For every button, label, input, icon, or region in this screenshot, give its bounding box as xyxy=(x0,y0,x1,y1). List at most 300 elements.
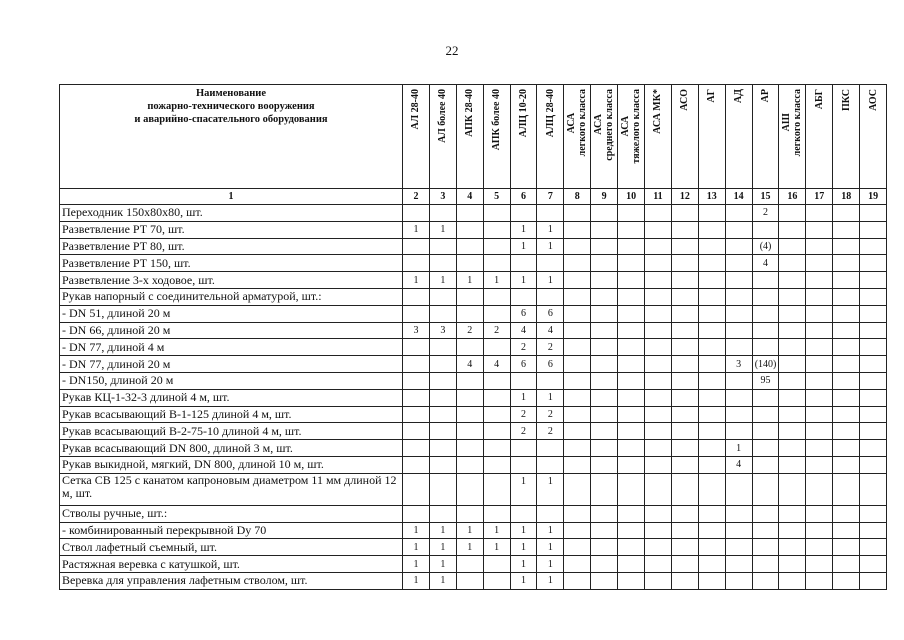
item-quantity xyxy=(456,372,483,389)
item-quantity xyxy=(429,406,456,423)
item-quantity xyxy=(456,305,483,322)
item-quantity xyxy=(564,539,591,556)
item-quantity: 1 xyxy=(429,522,456,539)
item-quantity xyxy=(698,372,725,389)
item-quantity xyxy=(833,473,860,505)
table-row xyxy=(60,339,887,356)
item-quantity xyxy=(591,556,618,573)
item-quantity xyxy=(537,288,564,305)
column-header-label xyxy=(593,89,615,161)
item-quantity xyxy=(618,556,645,573)
name-header-line: пожарно-технического вооружения xyxy=(147,101,315,112)
item-quantity xyxy=(806,205,833,222)
column-header-label-line: АД xyxy=(733,89,745,104)
item-quantity xyxy=(591,473,618,505)
item-quantity xyxy=(698,238,725,255)
item-quantity xyxy=(698,522,725,539)
item-quantity xyxy=(725,322,752,339)
item-quantity: 6 xyxy=(510,305,537,322)
item-quantity xyxy=(537,440,564,457)
item-quantity xyxy=(537,456,564,473)
item-quantity xyxy=(833,572,860,589)
item-quantity xyxy=(591,423,618,440)
item-quantity xyxy=(752,572,779,589)
item-quantity xyxy=(752,522,779,539)
column-number: 16 xyxy=(779,189,806,205)
item-quantity xyxy=(429,389,456,406)
item-quantity xyxy=(403,339,430,356)
item-quantity xyxy=(671,255,698,272)
item-quantity xyxy=(806,255,833,272)
item-quantity xyxy=(698,456,725,473)
table-row xyxy=(60,539,887,556)
item-quantity xyxy=(483,423,510,440)
column-header-label-line: легкого класса xyxy=(792,89,804,157)
item-quantity xyxy=(725,522,752,539)
item-quantity: 2 xyxy=(483,322,510,339)
column-header-label-line: АСА МК* xyxy=(652,89,664,134)
item-quantity: 1 xyxy=(429,572,456,589)
table-body xyxy=(60,205,887,590)
column-header-label-line: АР xyxy=(760,89,772,103)
item-quantity xyxy=(510,505,537,522)
item-quantity xyxy=(510,440,537,457)
item-quantity xyxy=(591,322,618,339)
item-quantity xyxy=(564,238,591,255)
item-quantity xyxy=(591,539,618,556)
item-quantity xyxy=(833,272,860,289)
item-quantity xyxy=(591,456,618,473)
item-quantity xyxy=(429,205,456,222)
item-quantity: 1 xyxy=(403,556,430,573)
item-quantity: 1 xyxy=(725,440,752,457)
item-quantity xyxy=(456,473,483,505)
item-quantity: 1 xyxy=(537,473,564,505)
item-quantity xyxy=(591,339,618,356)
item-quantity xyxy=(698,272,725,289)
column-header-label xyxy=(679,89,690,111)
column-header xyxy=(806,85,833,189)
item-quantity xyxy=(833,539,860,556)
item-quantity xyxy=(833,221,860,238)
item-quantity: 4 xyxy=(752,255,779,272)
item-quantity xyxy=(483,372,510,389)
item-quantity xyxy=(429,288,456,305)
item-quantity xyxy=(645,205,672,222)
item-quantity xyxy=(618,255,645,272)
item-quantity xyxy=(429,356,456,373)
item-quantity xyxy=(671,572,698,589)
item-quantity xyxy=(779,440,806,457)
item-quantity xyxy=(725,505,752,522)
item-quantity xyxy=(698,505,725,522)
item-quantity xyxy=(860,423,887,440)
item-quantity xyxy=(618,372,645,389)
table-row xyxy=(60,505,887,522)
item-quantity: 2 xyxy=(510,339,537,356)
item-quantity xyxy=(591,221,618,238)
item-quantity xyxy=(403,473,430,505)
column-header-label xyxy=(437,89,448,143)
item-quantity xyxy=(429,339,456,356)
item-quantity xyxy=(537,255,564,272)
column-header xyxy=(833,85,860,189)
table-row xyxy=(60,372,887,389)
item-quantity: 95 xyxy=(752,372,779,389)
column-header-label xyxy=(760,89,771,102)
item-quantity xyxy=(618,572,645,589)
item-quantity xyxy=(698,406,725,423)
item-quantity xyxy=(403,505,430,522)
column-header-label xyxy=(814,89,825,109)
column-header xyxy=(618,85,645,189)
item-quantity xyxy=(645,389,672,406)
column-header-label xyxy=(868,89,879,111)
item-quantity: 1 xyxy=(403,221,430,238)
item-quantity: 1 xyxy=(537,539,564,556)
item-quantity xyxy=(779,389,806,406)
column-header-label-line: тяжелого класса xyxy=(631,89,643,164)
column-number: 11 xyxy=(645,189,672,205)
item-quantity xyxy=(833,389,860,406)
column-header xyxy=(483,85,510,189)
item-name: Рукав всасывающий В-2-75-10 длиной 4 м, шт. xyxy=(60,423,403,440)
item-quantity xyxy=(591,389,618,406)
item-quantity xyxy=(456,456,483,473)
item-quantity xyxy=(645,238,672,255)
item-quantity xyxy=(752,440,779,457)
item-quantity xyxy=(618,389,645,406)
item-name: Рукав КЦ-1-32-3 длиной 4 м, шт. xyxy=(60,389,403,406)
item-quantity xyxy=(806,272,833,289)
column-header-label-line: АЛ более 40 xyxy=(437,89,449,143)
item-quantity xyxy=(483,440,510,457)
item-quantity xyxy=(833,356,860,373)
item-quantity xyxy=(752,389,779,406)
item-quantity xyxy=(456,389,483,406)
item-quantity xyxy=(860,539,887,556)
item-quantity xyxy=(483,221,510,238)
item-quantity xyxy=(860,221,887,238)
item-quantity xyxy=(429,423,456,440)
item-quantity: 6 xyxy=(537,356,564,373)
item-quantity xyxy=(833,423,860,440)
item-quantity: 1 xyxy=(456,539,483,556)
item-quantity xyxy=(698,305,725,322)
item-quantity xyxy=(645,288,672,305)
column-header xyxy=(429,85,456,189)
item-quantity: 2 xyxy=(510,423,537,440)
table-row xyxy=(60,356,887,373)
item-quantity xyxy=(698,539,725,556)
item-quantity xyxy=(860,522,887,539)
item-name: - DN 77, длиной 4 м xyxy=(60,339,403,356)
item-quantity: 3 xyxy=(403,322,430,339)
table-row xyxy=(60,305,887,322)
item-quantity xyxy=(618,539,645,556)
item-quantity xyxy=(403,305,430,322)
item-quantity xyxy=(645,505,672,522)
column-header-label-line: ПКС xyxy=(840,89,852,112)
item-quantity xyxy=(645,339,672,356)
column-header-label xyxy=(620,89,642,164)
item-quantity xyxy=(429,238,456,255)
item-quantity xyxy=(645,372,672,389)
item-quantity xyxy=(618,473,645,505)
item-quantity xyxy=(403,423,430,440)
item-quantity xyxy=(779,406,806,423)
item-quantity xyxy=(456,505,483,522)
item-quantity: 1 xyxy=(403,272,430,289)
table-row xyxy=(60,255,887,272)
item-quantity xyxy=(456,205,483,222)
item-quantity: 1 xyxy=(537,221,564,238)
item-quantity: 2 xyxy=(510,406,537,423)
item-quantity xyxy=(860,556,887,573)
item-quantity: 1 xyxy=(510,389,537,406)
item-quantity xyxy=(860,389,887,406)
item-quantity xyxy=(779,339,806,356)
column-number: 14 xyxy=(725,189,752,205)
item-quantity xyxy=(725,406,752,423)
item-quantity: 1 xyxy=(429,272,456,289)
item-quantity xyxy=(698,389,725,406)
item-quantity xyxy=(483,406,510,423)
table-row xyxy=(60,389,887,406)
item-quantity xyxy=(456,406,483,423)
item-quantity xyxy=(483,305,510,322)
column-header-label-line: АЛЦ 10-20 xyxy=(518,89,529,138)
column-header xyxy=(510,85,537,189)
column-header xyxy=(725,85,752,189)
column-header xyxy=(860,85,887,189)
column-number: 1 xyxy=(60,189,403,205)
item-quantity xyxy=(564,221,591,238)
item-quantity xyxy=(860,288,887,305)
item-quantity xyxy=(860,205,887,222)
item-quantity xyxy=(752,473,779,505)
item-quantity xyxy=(645,473,672,505)
item-quantity xyxy=(752,221,779,238)
column-header-label xyxy=(566,89,588,156)
item-name: Рукав выкидной, мягкий, DN 800, длиной 10 м, шт. xyxy=(60,456,403,473)
item-quantity xyxy=(698,440,725,457)
item-quantity xyxy=(618,339,645,356)
item-quantity xyxy=(698,572,725,589)
item-name: Разветвление РТ 150, шт. xyxy=(60,255,403,272)
item-quantity xyxy=(671,238,698,255)
item-quantity: 1 xyxy=(483,539,510,556)
item-quantity xyxy=(779,238,806,255)
item-quantity xyxy=(564,389,591,406)
item-quantity xyxy=(860,572,887,589)
column-header xyxy=(564,85,591,189)
item-quantity xyxy=(833,456,860,473)
item-name: Рукав напорный с соединительной арматурой, шт.: xyxy=(60,288,403,305)
column-header xyxy=(591,85,618,189)
item-name: - DN 51, длиной 20 м xyxy=(60,305,403,322)
table-row xyxy=(60,406,887,423)
column-number: 9 xyxy=(591,189,618,205)
item-quantity xyxy=(510,255,537,272)
item-quantity xyxy=(671,322,698,339)
item-quantity: 6 xyxy=(510,356,537,373)
item-quantity xyxy=(779,556,806,573)
column-header-label xyxy=(518,89,529,137)
table-row xyxy=(60,456,887,473)
item-quantity xyxy=(779,505,806,522)
item-quantity: 4 xyxy=(725,456,752,473)
item-quantity: 1 xyxy=(510,238,537,255)
column-header-label-line: АШ xyxy=(781,113,793,132)
item-quantity xyxy=(645,539,672,556)
item-quantity: 1 xyxy=(403,539,430,556)
item-quantity xyxy=(403,205,430,222)
item-quantity xyxy=(403,238,430,255)
item-quantity xyxy=(806,505,833,522)
item-quantity xyxy=(591,406,618,423)
item-quantity xyxy=(483,505,510,522)
item-quantity xyxy=(752,406,779,423)
item-name: Ствол лафетный съемный, шт. xyxy=(60,539,403,556)
item-quantity xyxy=(806,539,833,556)
item-quantity xyxy=(725,473,752,505)
column-header xyxy=(537,85,564,189)
item-quantity xyxy=(429,456,456,473)
item-quantity xyxy=(860,238,887,255)
item-quantity xyxy=(779,372,806,389)
item-quantity xyxy=(645,423,672,440)
item-quantity xyxy=(564,406,591,423)
item-quantity: 3 xyxy=(429,322,456,339)
item-quantity xyxy=(860,305,887,322)
item-quantity: 1 xyxy=(510,473,537,505)
item-quantity: 1 xyxy=(537,272,564,289)
item-quantity xyxy=(645,272,672,289)
column-number: 10 xyxy=(618,189,645,205)
item-name: Разветвление РТ 70, шт. xyxy=(60,221,403,238)
item-quantity: 1 xyxy=(456,522,483,539)
column-header-label-line: АБГ xyxy=(813,89,825,110)
item-quantity xyxy=(725,288,752,305)
item-quantity xyxy=(510,372,537,389)
item-quantity xyxy=(698,423,725,440)
item-quantity: (4) xyxy=(752,238,779,255)
item-quantity xyxy=(779,473,806,505)
column-header-label-line: среднего класса xyxy=(604,89,616,161)
column-header xyxy=(671,85,698,189)
item-quantity xyxy=(833,522,860,539)
name-header-line: Наименование xyxy=(196,88,266,99)
column-header-label-line: АОС xyxy=(867,89,879,111)
item-name: - DN150, длиной 20 м xyxy=(60,372,403,389)
item-quantity xyxy=(456,255,483,272)
column-header-label-line: АСА xyxy=(566,112,578,134)
item-quantity xyxy=(671,440,698,457)
column-header-label-line: АСА xyxy=(593,114,605,136)
table-row xyxy=(60,272,887,289)
item-quantity xyxy=(591,505,618,522)
item-quantity: 1 xyxy=(510,539,537,556)
item-quantity: 1 xyxy=(429,539,456,556)
item-quantity xyxy=(806,423,833,440)
item-quantity xyxy=(618,238,645,255)
item-quantity xyxy=(618,456,645,473)
item-quantity xyxy=(725,272,752,289)
item-quantity xyxy=(618,440,645,457)
item-quantity xyxy=(403,255,430,272)
item-quantity xyxy=(671,221,698,238)
item-quantity xyxy=(671,356,698,373)
item-quantity xyxy=(618,322,645,339)
item-quantity xyxy=(806,238,833,255)
item-quantity xyxy=(806,406,833,423)
item-quantity xyxy=(429,372,456,389)
item-quantity xyxy=(806,372,833,389)
item-quantity xyxy=(806,221,833,238)
item-quantity xyxy=(645,305,672,322)
item-quantity xyxy=(725,255,752,272)
item-name: Рукав всасывающий В-1-125 длиной 4 м, шт. xyxy=(60,406,403,423)
column-header-label-line: АСО xyxy=(679,89,691,111)
item-quantity xyxy=(537,205,564,222)
item-quantity xyxy=(564,372,591,389)
item-quantity xyxy=(564,456,591,473)
column-number: 3 xyxy=(429,189,456,205)
item-quantity xyxy=(860,372,887,389)
item-quantity xyxy=(645,255,672,272)
column-header-label xyxy=(410,89,421,130)
item-quantity: 6 xyxy=(537,305,564,322)
item-quantity xyxy=(779,456,806,473)
item-quantity xyxy=(806,305,833,322)
item-quantity xyxy=(510,205,537,222)
column-number: 19 xyxy=(860,189,887,205)
item-quantity xyxy=(806,440,833,457)
item-quantity xyxy=(618,423,645,440)
column-header-label xyxy=(464,89,475,137)
item-quantity: 1 xyxy=(510,556,537,573)
column-header xyxy=(403,85,430,189)
item-quantity xyxy=(833,238,860,255)
item-name: Разветвление 3-х ходовое, шт. xyxy=(60,272,403,289)
column-header-label-line: легкого класса xyxy=(577,89,589,157)
item-quantity: 1 xyxy=(403,522,430,539)
item-quantity: 1 xyxy=(456,272,483,289)
item-quantity xyxy=(456,238,483,255)
column-header xyxy=(456,85,483,189)
item-quantity xyxy=(671,539,698,556)
item-quantity xyxy=(833,255,860,272)
item-quantity xyxy=(779,356,806,373)
item-quantity xyxy=(860,440,887,457)
item-quantity: 1 xyxy=(403,572,430,589)
item-quantity: 1 xyxy=(510,272,537,289)
item-quantity xyxy=(779,539,806,556)
item-quantity xyxy=(671,372,698,389)
item-quantity xyxy=(671,205,698,222)
name-header-line: и аварийно-спасательного оборудования xyxy=(134,114,328,125)
item-quantity: 4 xyxy=(537,322,564,339)
item-name: - DN 66, длиной 20 м xyxy=(60,322,403,339)
item-quantity xyxy=(591,205,618,222)
item-quantity xyxy=(833,372,860,389)
item-quantity xyxy=(779,272,806,289)
item-quantity xyxy=(833,556,860,573)
item-quantity xyxy=(806,389,833,406)
item-quantity: 1 xyxy=(483,522,510,539)
item-quantity xyxy=(725,539,752,556)
